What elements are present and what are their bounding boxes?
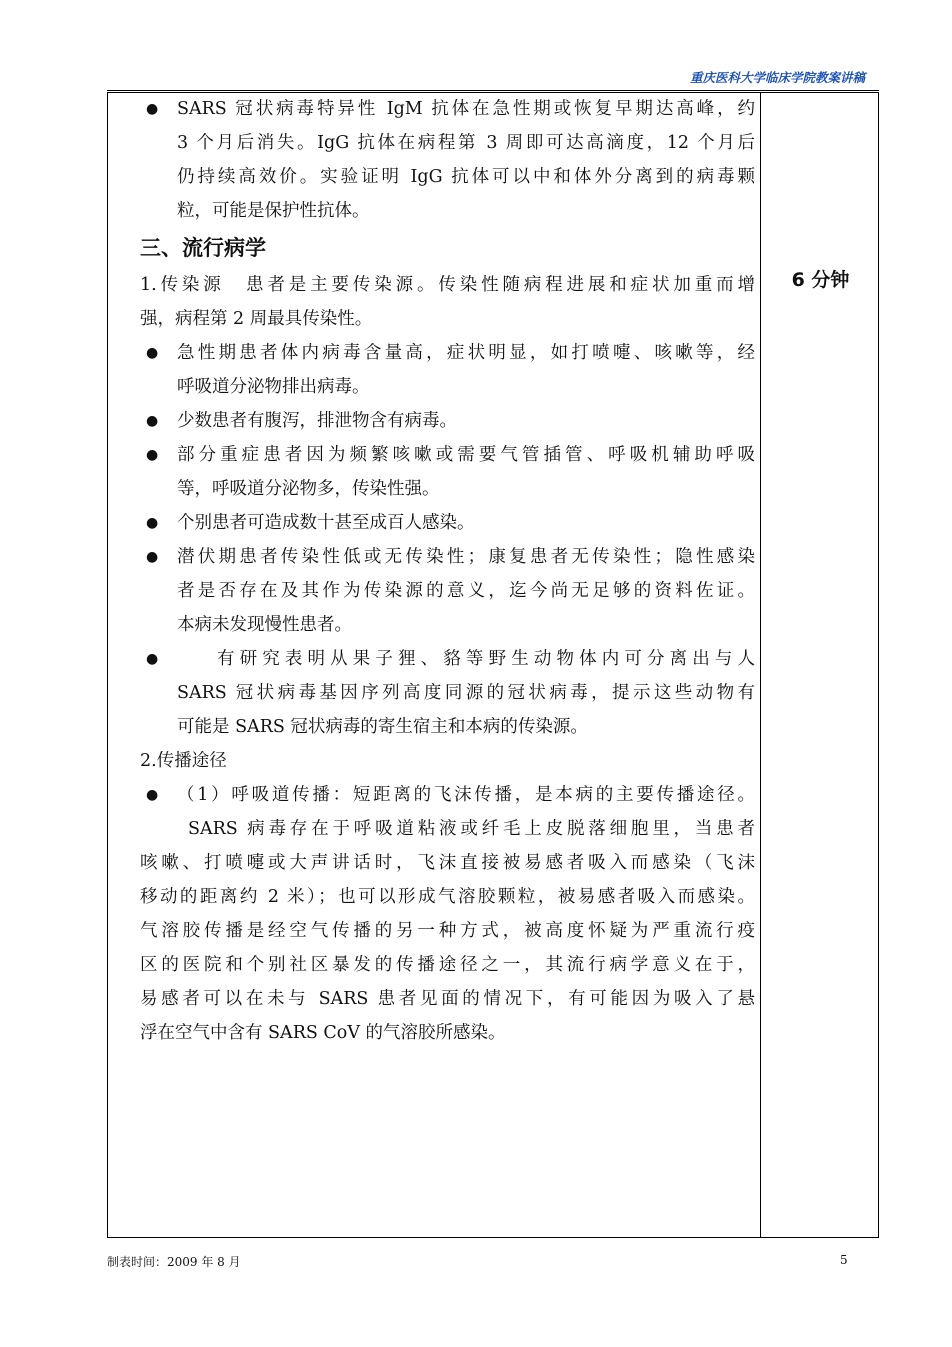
subsection-title: 2.传播途径 [140,751,227,771]
text-line: 部分重症患者因为频繁咳嗽或需要气管插管、呼吸机辅助呼吸 [177,445,755,465]
text-line: 移动的距离约 2 米）；也可以形成气溶胶颗粒，被易感者吸入而感染。 [140,887,755,907]
text-line [140,676,755,710]
column-divider [760,92,761,1237]
bullet-icon: ● [146,101,159,117]
text-line [140,126,755,160]
list-item [140,336,755,370]
text-line [140,574,755,608]
text-line: 粒，可能是保护性抗体。 [177,201,370,221]
list-item [140,778,755,812]
text-line: 少数患者有腹泻，排泄物含有病毒。 [177,411,457,431]
footer-date: 制表时间：2009 年 8 月 [107,1255,241,1269]
bullet-icon: ● [146,515,159,531]
text-line [140,948,755,982]
text-line: 3 个月后消失。IgG 抗体在病程第 3 周即可达高滴度，12 个月后 [177,133,755,153]
text-line: SARS 冠状病毒特异性 IgM 抗体在急性期或恢复早期达高峰，约 [177,99,755,119]
bullet-icon: ● [146,651,159,667]
text-line: 等，呼吸道分泌物多，传染性强。 [177,479,440,499]
list-item [140,506,755,540]
text-line [140,846,755,880]
text-line: 气溶胶传播是经空气传播的另一种方式，被高度怀疑为严重流行疫 [140,921,755,941]
time-allocation: 6 分钟 [791,269,850,291]
text-line: SARS 病毒存在于呼吸道粘液或纤毛上皮脱落细胞里，当患者 [188,819,755,839]
text-line: 1.传染源 患者是主要传染源。传染性随病程进展和症状加重而增 [140,275,755,295]
list-item [140,404,755,438]
text-line: 者是否存在及其作为传染源的意义，迄今尚无足够的资料佐证。 [177,581,755,601]
page-number: 5 [840,1253,848,1267]
text-line: （1）呼吸道传播：短距离的飞沫传播，是本病的主要传播途径。 [177,785,755,805]
text-line: 急性期患者体内病毒含量高，症状明显，如打喷嚏、咳嗽等，经 [177,343,755,363]
text-line: 强，病程第 2 周最具传染性。 [140,309,373,329]
section-heading: 三、流行病学 [140,236,266,260]
text-line [140,880,755,914]
bullet-icon: ● [146,413,159,429]
text-line [140,982,755,1016]
text-line: 仍持续高效价。实验证明 IgG 抗体可以中和体外分离到的病毒颗 [177,167,755,187]
lecture-content [140,92,755,1050]
text-line [140,268,755,302]
page-header-title: 重庆医科大学临床学院教案讲稿 [689,70,865,85]
bullet-icon: ● [146,787,159,803]
text-line: SARS 冠状病毒基因序列高度同源的冠状病毒，提示这些动物有 [177,683,755,703]
text-line: 呼吸道分泌物排出病毒。 [177,377,370,397]
text-line: 咳嗽、打喷嚏或大声讲话时，飞沫直接被易感者吸入而感染（飞沫 [140,853,755,873]
text-line: 可能是 SARS 冠状病毒的寄生宿主和本病的传染源。 [177,717,588,737]
text-line: 区的医院和个别社区暴发的传播途径之一，其流行病学意义在于， [140,955,755,975]
text-line: 本病未发现慢性患者。 [177,615,352,635]
list-item [140,438,755,472]
text-line: 个别患者可造成数十甚至成百人感染。 [177,513,475,533]
bullet-icon: ● [146,447,159,463]
text-line [140,914,755,948]
text-line: 浮在空气中含有 SARS CoV 的气溶胶所感染。 [140,1023,506,1043]
text-line: 有研究表明从果子狸、貉等野生动物体内可分离出与人 [217,649,755,669]
list-item [140,642,755,676]
list-item [140,92,755,126]
text-line [140,160,755,194]
text-line: 易感者可以在未与 SARS 患者见面的情况下，有可能因为吸入了悬 [140,989,755,1009]
text-line: 潜伏期患者传染性低或无传染性；康复患者无传染性；隐性感染 [177,547,755,567]
bullet-icon: ● [146,549,159,565]
header-rule [107,90,879,91]
text-line [140,812,755,846]
list-item [140,540,755,574]
bullet-icon: ● [146,345,159,361]
